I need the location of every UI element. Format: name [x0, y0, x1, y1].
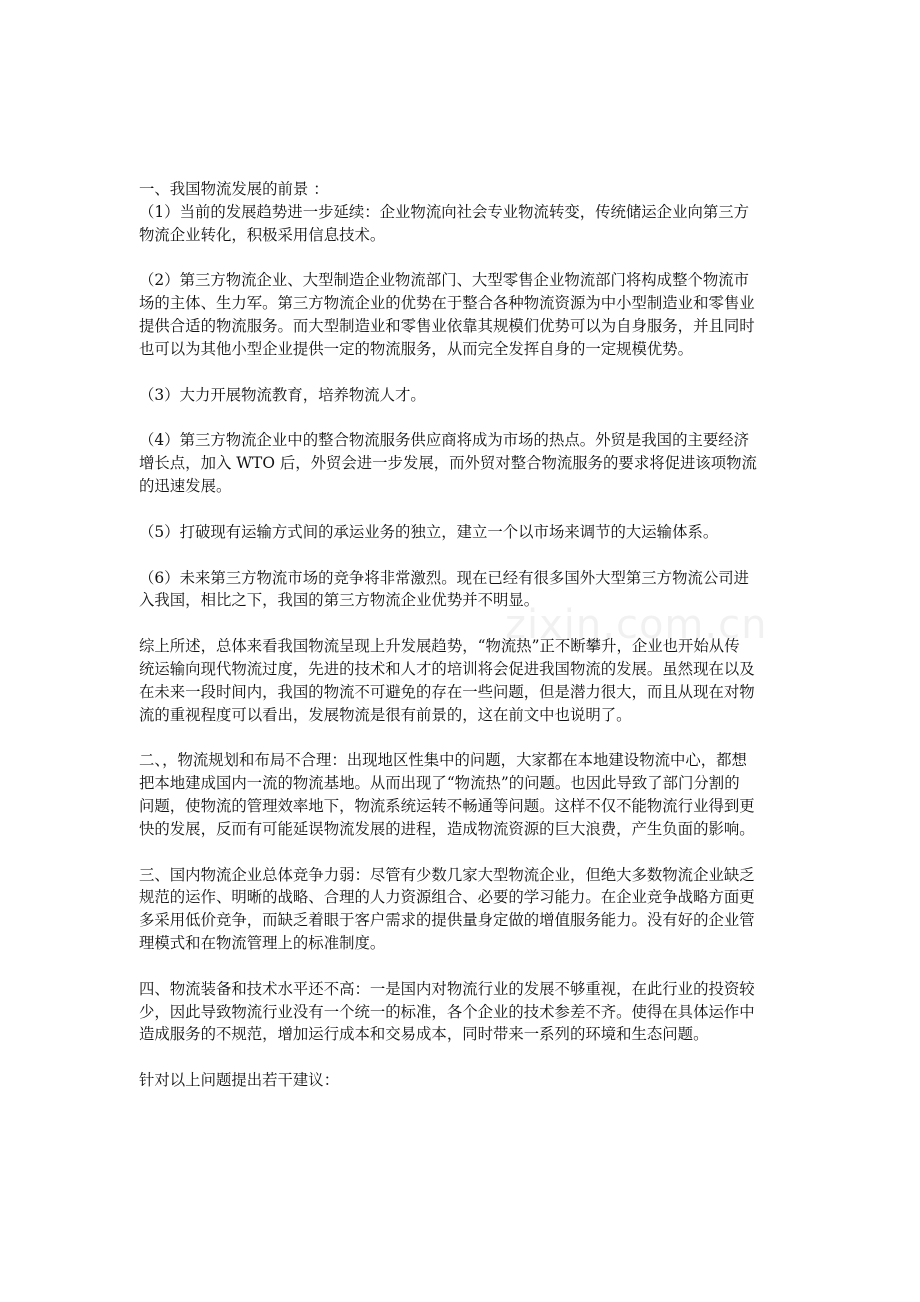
paragraph-line: 物流企业转化，积极采用信息技术。	[139, 225, 386, 244]
paragraph	[139, 429, 783, 497]
paragraph	[139, 178, 783, 246]
paragraph	[139, 521, 783, 544]
paragraph-line: （1）当前的发展趋势进一步延续：企业物流向社会专业物流转变，传统储运企业向第三方	[139, 202, 750, 221]
paragraph	[139, 864, 783, 955]
paragraph-line: 针对以上问题提出若干建议：	[139, 1071, 340, 1090]
paragraph-line: （5）打破现有运输方式间的承运业务的独立，建立一个以市场来调节的大运输体系。	[139, 522, 719, 541]
paragraph	[139, 749, 783, 840]
paragraph-line: 统运输向现代物流过度，先进的技术和人才的培训将会促进我国物流的发展。虽然现在以及	[139, 659, 755, 678]
paragraph-line: 三、国内物流企业总体竞争力弱：尽管有少数几家大型物流企业，但绝大多数物流企业缺乏	[139, 865, 755, 884]
paragraph	[139, 635, 783, 726]
paragraph-line: 多采用低价竞争，而缺乏着眼于客户需求的提供量身定做的增值服务能力。没有好的企业管	[139, 911, 755, 930]
paragraph-line: 也可以为其他小型企业提供一定的物流服务，从而完全发挥自身的一定规模优势。	[139, 339, 694, 358]
paragraph-line: （2）第三方物流企业、大型制造企业物流部门、大型零售企业物流部门将构成整个物流市	[139, 271, 750, 290]
watermark: zixin.com.cn	[505, 602, 768, 648]
paragraph	[139, 978, 783, 1046]
paragraph-line: 综上所述，总体来看我国物流呈现上升发展趋势，“物流热”正不断攀升，企业也开始从传	[139, 637, 740, 656]
paragraph-line: 理模式和在物流管理上的标准制度。	[139, 933, 386, 952]
paragraph-line: 流的重视程度可以看出，发展物流是很有前景的，这在前文中也说明了。	[139, 705, 632, 724]
paragraph-line: （3）大力开展物流教育，培养物流人才。	[139, 385, 426, 404]
paragraph-line: 把本地建成国内一流的物流基地。从而出现了“物流热”的问题。也因此导致了部门分割的	[139, 774, 740, 793]
paragraph-line: 的迅速发展。	[139, 476, 232, 495]
paragraph-line: 在未来一段时间内，我国的物流不可避免的存在一些问题，但是潜力很大，而且从现在对物	[139, 682, 755, 701]
paragraph-line: 入我国，相比之下，我国的第三方物流企业优势并不明显。	[139, 591, 540, 610]
paragraph-line: （6）未来第三方物流市场的竞争将非常激烈。现在已经有很多国外大型第三方物流公司进	[139, 568, 750, 587]
paragraph	[139, 384, 783, 407]
paragraph-line: （4）第三方物流企业中的整合物流服务供应商将成为市场的热点。外贸是我国的主要经济	[139, 431, 750, 450]
paragraph-line: 少，因此导致物流行业没有一个统一的标准，各个企业的技术参差不齐。使得在具体运作中	[139, 1002, 755, 1021]
paragraph-line: 四、物流装备和技术水平还不高：一是国内对物流行业的发展不够重视，在此行业的投资较	[139, 979, 755, 998]
document-body	[139, 178, 783, 1115]
paragraph-line: 二、，物流规划和布局不合理：出现地区性集中的问题，大家都在本地建设物流中心，都想	[139, 751, 747, 770]
paragraph-line: 提供合适的物流服务。而大型制造业和零售业依靠其规模们优势可以为自身服务，并且同时	[139, 316, 755, 335]
paragraph-line: 快的发展，反而有可能延误物流发展的进程，造成物流资源的巨大浪费，产生负面的影响。	[139, 819, 755, 838]
paragraph-line: 一、我国物流发展的前景 ：	[139, 180, 329, 198]
paragraph	[139, 567, 783, 613]
paragraph	[139, 269, 783, 360]
paragraph-line: 问题，使物流的管理效率地下，物流系统运转不畅通等问题。这样不仅不能物流行业得到更	[139, 796, 755, 815]
paragraph-line: 场的主体、生力军。第三方物流企业的优势在于整合各种物流资源为中小型制造业和零售业	[139, 294, 755, 313]
paragraph	[139, 1069, 783, 1092]
paragraph-line: 造成服务的不规范，增加运行成本和交易成本，同时带来一系列的环境和生态问题。	[139, 1025, 709, 1044]
paragraph-line: 规范的运作、明晰的战略、合理的人力资源组合、必要的学习能力。在企业竞争战略方面更	[139, 888, 755, 907]
paragraph-line: 增长点，加入 WTO 后，外贸会进一步发展，而外贸对整合物流服务的要求将促进该项物流	[139, 454, 757, 473]
